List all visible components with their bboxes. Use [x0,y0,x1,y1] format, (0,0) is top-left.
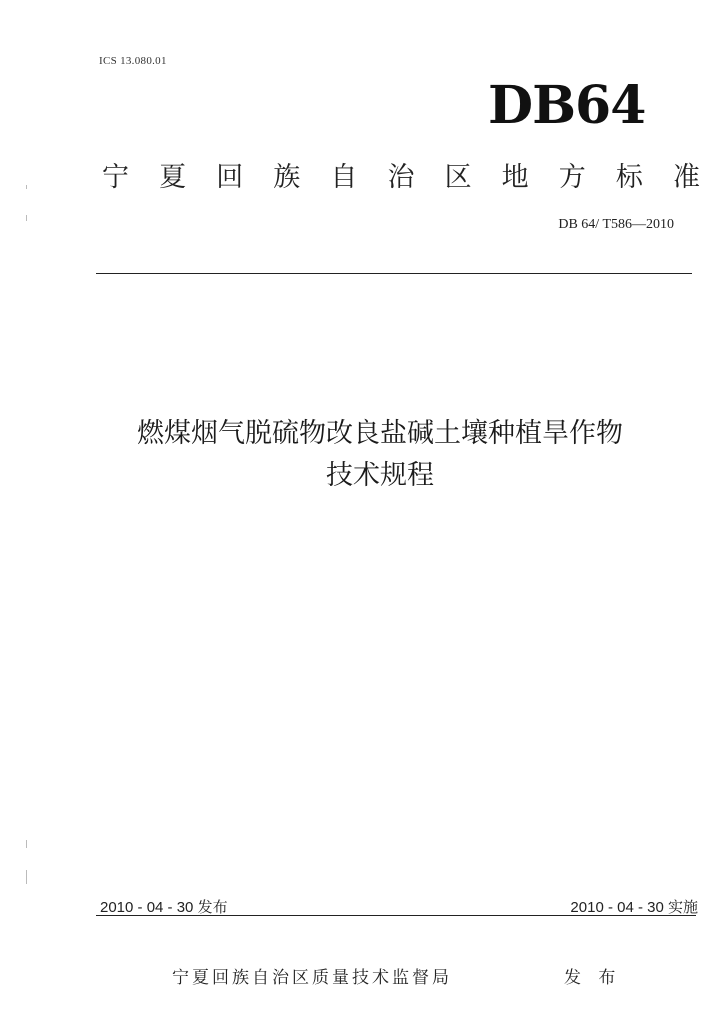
scan-speck [26,215,27,221]
standard-type-char: 地 [501,162,529,193]
standard-type-char: 准 [672,162,700,193]
title-line-2: 技术规程 [326,460,434,491]
scan-speck [26,185,27,189]
standard-type-char: 族 [273,162,301,193]
standard-type-char: 方 [558,162,586,193]
scan-speck [26,840,27,848]
standard-type-char: 自 [330,162,358,193]
standard-type-char: 夏 [159,162,187,193]
header-divider [96,273,692,274]
scan-speck [26,870,27,884]
effective-date: 2010 - 04 - 30 实施 [570,899,698,916]
standard-type [102,158,700,198]
publish-date: 2010 - 04 - 30 发布 [100,899,228,916]
document-title [60,413,700,497]
standard-number: DB 64/ T586—2010 [558,217,674,232]
standard-type-char: 治 [387,162,415,193]
standard-type-char: 宁 [102,162,129,193]
standard-type-char: 标 [615,162,643,193]
issue-label: 发 布 [564,968,622,988]
standard-type-char: 区 [444,162,472,193]
issuing-authority: 宁夏回族自治区质量技术监督局 [172,968,452,988]
date-divider [96,915,696,916]
standard-type-char: 回 [216,162,244,193]
ics-code: ICS 13.080.01 [99,55,167,67]
title-line-1: 燃煤烟气脱硫物改良盐碱土壤种植旱作物 [137,418,623,449]
db64-logo: DB64 [488,75,646,136]
